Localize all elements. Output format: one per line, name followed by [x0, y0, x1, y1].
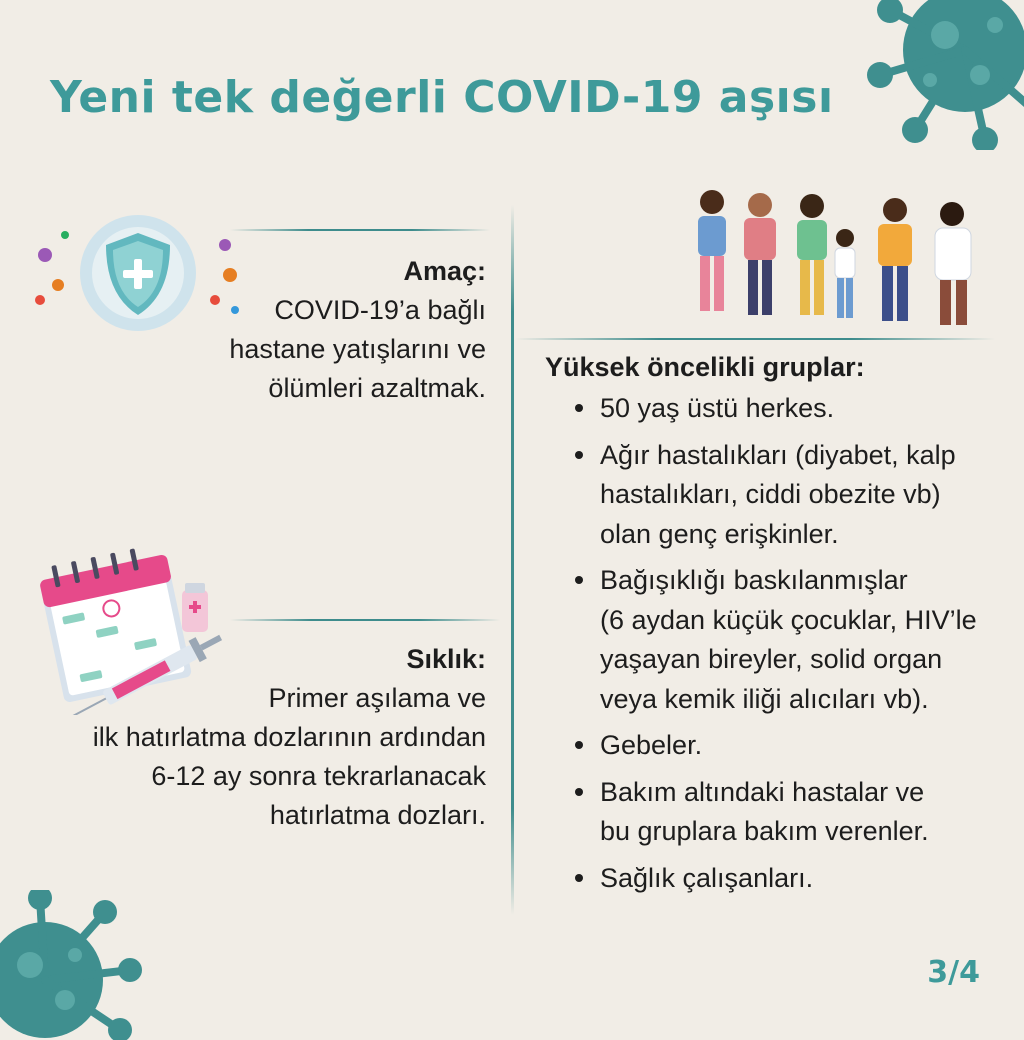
priority-groups	[545, 352, 1005, 905]
frequency-text: Primer aşılama ve ilk hatırlatma dozlarının ardından 6-12 ay sonra tekrarlanacak hatırlatma dozları.	[92, 683, 486, 830]
page-title: Yeni tek değerli COVID-19 aşısı	[50, 72, 834, 123]
list-item: Gebeler.	[545, 726, 1005, 766]
shield-plus-icon	[30, 215, 245, 335]
purpose-block	[229, 252, 486, 408]
list-item: Ağır hastalıkları (diyabet, kalp hastalıkları, ciddi obezite vb) olan genç erişkinler.	[545, 436, 1005, 555]
list-item: 50 yaş üstü herkes.	[545, 389, 1005, 429]
vertical-divider	[511, 205, 514, 915]
frequency-block	[93, 640, 486, 835]
list-item: Bakım altındaki hastalar ve bu gruplara bakım verenler.	[545, 773, 1005, 852]
purpose-text: COVID-19’a bağlı hastane yatışlarını ve ölümleri azaltmak.	[229, 295, 486, 403]
page-indicator: 3/4	[927, 955, 980, 990]
purpose-heading: Amaç:	[403, 256, 486, 286]
list-item: Sağlık çalışanları.	[545, 859, 1005, 899]
people-queue-illustration	[680, 180, 1000, 335]
groups-list	[545, 389, 1005, 898]
divider-line	[230, 229, 490, 231]
virus-icon	[0, 890, 150, 1040]
groups-heading: Yüksek öncelikli gruplar:	[545, 352, 865, 382]
list-item: Bağışıklığı baskılanmışlar (6 aydan küçük çocuklar, HIV’le yaşayan bireyler, solid organ veya kemik iliği alıcıları vb).	[545, 561, 1005, 719]
frequency-heading: Sıklık:	[406, 644, 486, 674]
divider-line	[230, 619, 500, 621]
divider-line	[515, 338, 995, 340]
virus-icon	[860, 0, 1024, 150]
